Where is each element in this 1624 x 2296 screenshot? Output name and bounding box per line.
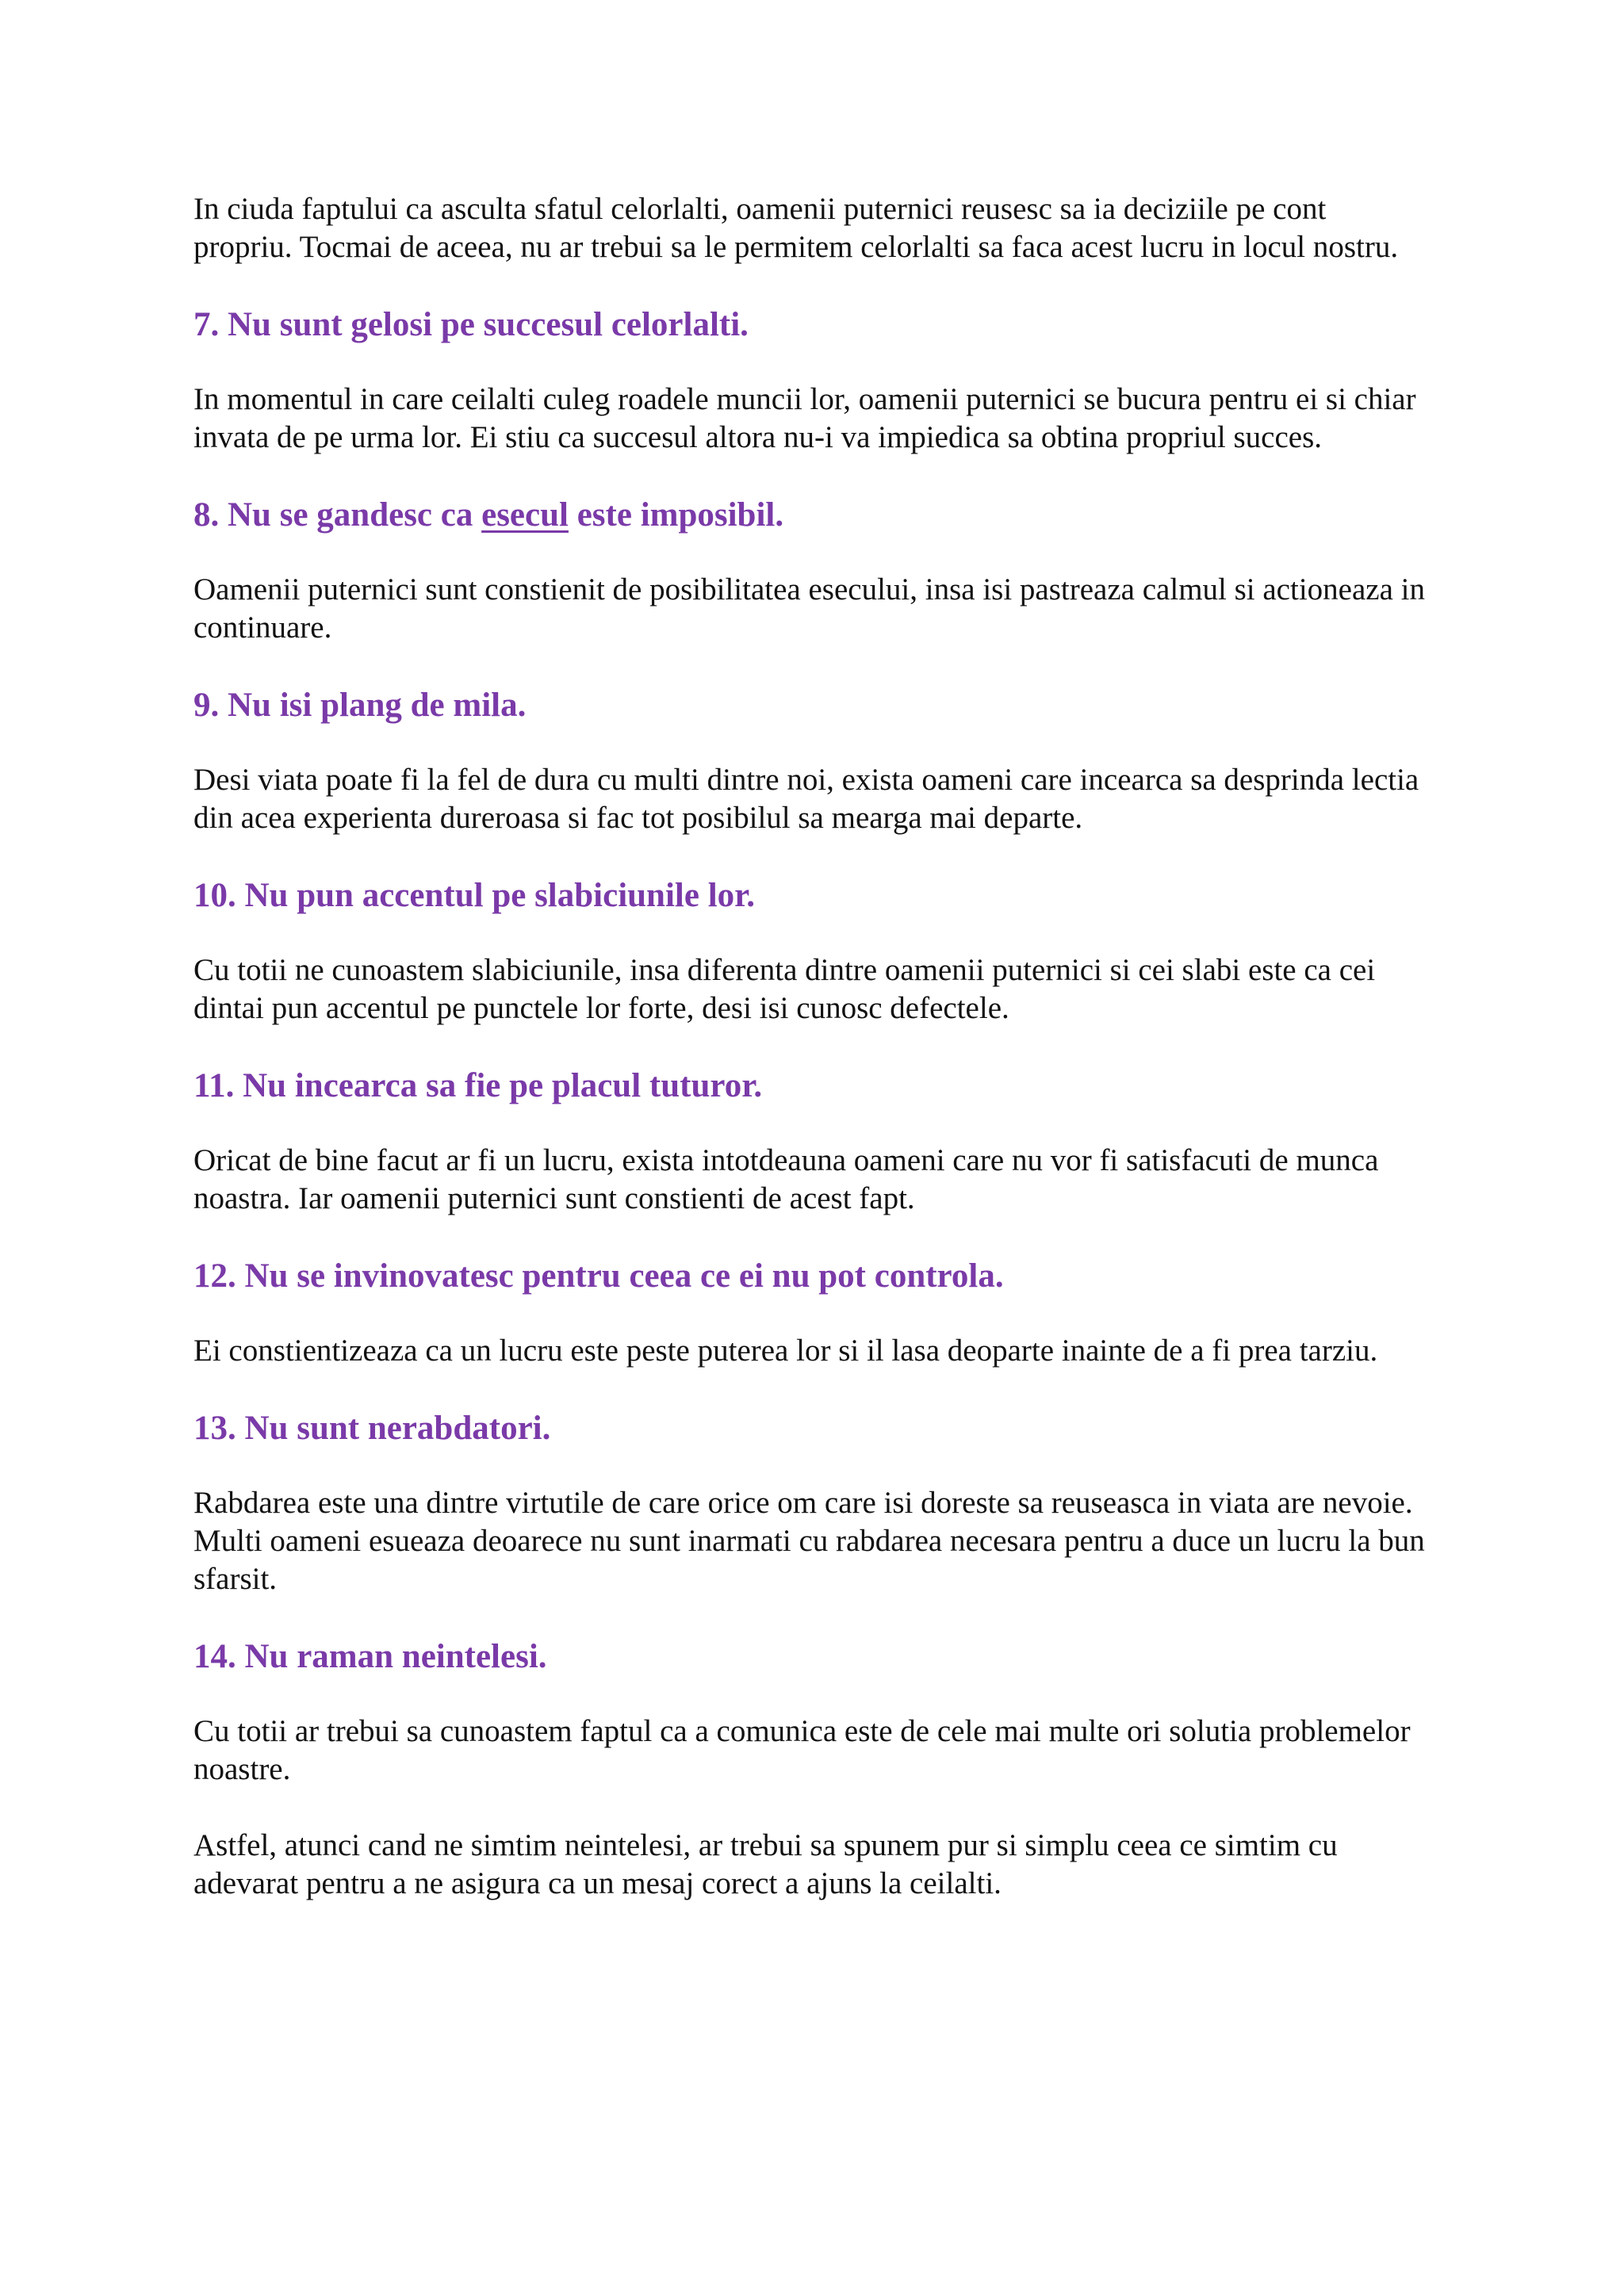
heading-8-prefix: 8. Nu se gandesc ca: [193, 496, 482, 534]
paragraph-14b: Astfel, atunci cand ne simtim neintelesi, ar trebui sa spunem pur si simplu ceea ce simtim cu adevarat pentru a ne asigura ca un mesaj corect a ajuns la ceilalti.: [193, 1828, 1338, 1900]
document-body: [193, 190, 1431, 1903]
paragraph-intro: In ciuda faptului ca asculta sfatul celorlalti, oamenii puternici reusesc sa ia deciziile pe cont propriu. Tocmai de aceea, nu ar trebui sa le permitem celorlalti sa faca acest lucru in locul nostru.: [193, 192, 1399, 264]
heading-7: 7. Nu sunt gelosi pe succesul celorlalti.: [193, 306, 749, 343]
paragraph-12: Ei constientizeaza ca un lucru este peste puterea lor si il lasa deoparte inainte de a fi prea tarziu.: [193, 1334, 1378, 1368]
paragraph-8: Oamenii puternici sunt constienit de posibilitatea esecului, insa isi pastreaza calmul si actioneaza in continuare.: [193, 572, 1425, 645]
paragraph-13: Rabdarea este una dintre virtutile de care orice om care isi doreste sa reuseasca in viata are nevoie. Multi oameni esueaza deoarece nu sunt inarmati cu rabdarea necesara pentru a duce un lucru la bun sfarsit.: [193, 1486, 1425, 1596]
heading-8: [193, 495, 1431, 536]
heading-8-suffix: este imposibil.: [568, 496, 784, 534]
paragraph-9: Desi viata poate fi la fel de dura cu multi dintre noi, exista oameni care incearca sa desprinda lectia din acea experienta dureroasa si fac tot posibilul sa mearga mai departe.: [193, 763, 1419, 835]
esecul-link[interactable]: esecul: [481, 496, 569, 534]
paragraph-10: Cu totii ne cunoastem slabiciunile, insa diferenta dintre oamenii puternici si cei slabi este ca cei dintai pun accentul pe punctele lor forte, desi isi cunosc defectele.: [193, 953, 1376, 1025]
heading-13: 13. Nu sunt nerabdatori.: [193, 1410, 551, 1447]
paragraph-11: Oricat de bine facut ar fi un lucru, exista intotdeauna oameni care nu vor fi satisfacuti de munca noastra. Iar oamenii puternici sunt constienti de acest fapt.: [193, 1143, 1379, 1215]
paragraph-7: In momentul in care ceilalti culeg roadele muncii lor, oamenii puternici se bucura pentru ei si chiar invata de pe urma lor. Ei stiu ca succesul altora nu-i va impiedica sa obtina propriul succes.: [193, 382, 1416, 454]
paragraph-14a: Cu totii ar trebui sa cunoastem faptul ca a comunica este de cele mai multe ori solutia problemelor noastre.: [193, 1714, 1411, 1786]
heading-12: 12. Nu se invinovatesc pentru ceea ce ei nu pot controla.: [193, 1257, 1004, 1295]
heading-10: 10. Nu pun accentul pe slabiciunile lor.: [193, 877, 756, 914]
heading-14: 14. Nu raman neintelesi.: [193, 1638, 547, 1675]
heading-11: 11. Nu incearca sa fie pe placul tuturor.: [193, 1067, 763, 1104]
heading-9: 9. Nu isi plang de mila.: [193, 687, 527, 724]
